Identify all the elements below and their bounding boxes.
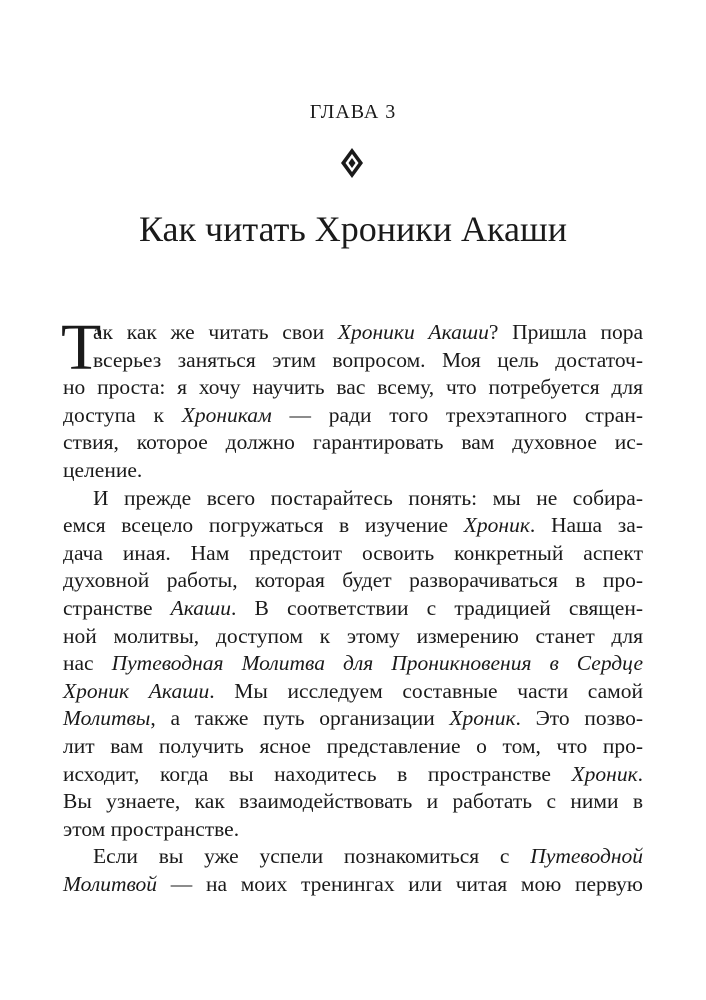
text-line: но проста: я хочу научить вас всему, что потребуется для — [63, 375, 643, 400]
text-line: духовной работы, которая будет разворачиваться в про- — [63, 568, 643, 593]
chapter-body — [61, 311, 644, 898]
text-line: доступа к Хроникам — ради того трехэтапного стран- — [63, 402, 643, 427]
text-line: странстве Акаши. В соответствии с традицией священ- — [63, 595, 643, 620]
text-line: всерьез заняться этим вопросом. Моя цель достаточ- — [93, 347, 643, 372]
text-line: ак как же читать свои Хроники Акаши? Пришла пора — [93, 320, 643, 344]
text-line: Молитвой — на моих тренингах или читая мою первую — [63, 871, 643, 896]
text-line: Если вы уже успели познакомиться с Путеводной — [93, 844, 643, 869]
text-line: Хроник Акаши. Мы исследуем составные части самой — [63, 678, 643, 703]
text-line: целение. — [63, 457, 143, 482]
chapter-label: ГЛАВА 3 — [309, 101, 397, 123]
text-line: лит вам получить ясное представление о том, что про- — [63, 733, 643, 758]
text-line: нас Путеводная Молитва для Проникновения в Сердце — [63, 651, 644, 676]
chapter-title: Как читать Хроники Акаши — [139, 209, 567, 249]
paragraph-3 — [63, 843, 643, 898]
text-line: этом пространстве. — [63, 816, 240, 841]
text-line: Вы узнаете, как взаимодействовать и работать с ними в — [63, 789, 643, 814]
text-line: емся всецело погружаться в изучение Хроник. Наша за- — [63, 513, 643, 538]
text-line: И прежде всего постарайтесь понять: мы не собира- — [93, 485, 643, 510]
paragraph-2 — [63, 485, 643, 844]
paragraph-1 — [61, 311, 643, 485]
text-line: ной молитвы, доступом к этому измерению станет для — [63, 623, 643, 648]
diamond-ornament-icon — [339, 147, 365, 179]
text-line: дача иная. Нам предстоит освоить конкретный аспект — [63, 540, 643, 565]
text-line: ствия, которое должно гарантировать вам духовное ис- — [63, 430, 643, 455]
drop-cap: Т — [61, 311, 102, 384]
text-line: исходит, когда вы находитесь в пространстве Хроник. — [63, 761, 643, 786]
text-line: Молитвы, а также путь организации Хроник. Это позво- — [63, 706, 644, 731]
